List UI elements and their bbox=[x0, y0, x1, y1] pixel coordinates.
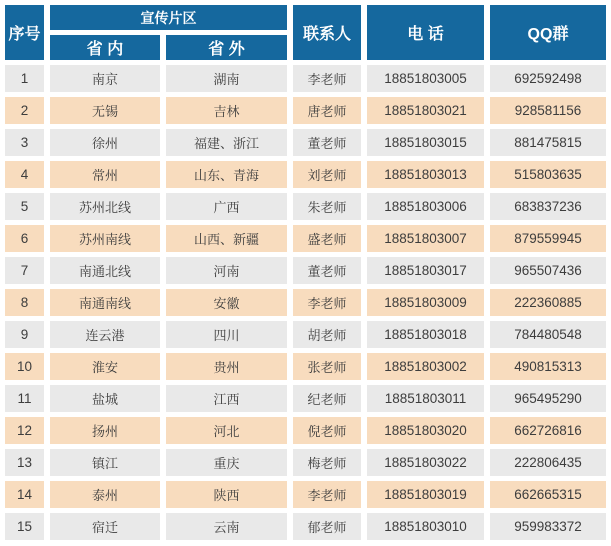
cell-phone: 18851803017 bbox=[367, 257, 484, 284]
contact-table bbox=[5, 5, 606, 541]
cell-in-province: 盐城 bbox=[50, 385, 160, 412]
cell-in-province: 南通南线 bbox=[50, 289, 160, 316]
cell-qq-group: 928581156 bbox=[490, 97, 606, 124]
cell-contact: 董老师 bbox=[293, 257, 361, 284]
cell-out-province: 四川 bbox=[166, 321, 287, 348]
cell-serial-number: 10 bbox=[5, 353, 44, 380]
cell-contact: 倪老师 bbox=[293, 417, 361, 444]
cell-in-province: 连云港 bbox=[50, 321, 160, 348]
cell-in-province: 苏州南线 bbox=[50, 225, 160, 252]
cell-phone: 18851803007 bbox=[367, 225, 484, 252]
cell-phone: 18851803002 bbox=[367, 353, 484, 380]
cell-serial-number: 1 bbox=[5, 65, 44, 92]
cell-out-province: 河北 bbox=[166, 417, 287, 444]
cell-in-province: 扬州 bbox=[50, 417, 160, 444]
cell-out-province: 陕西 bbox=[166, 481, 287, 508]
cell-qq-group: 515803635 bbox=[490, 161, 606, 188]
cell-qq-group: 662665315 bbox=[490, 481, 606, 508]
cell-serial-number: 12 bbox=[5, 417, 44, 444]
cell-qq-group: 879559945 bbox=[490, 225, 606, 252]
cell-qq-group: 965495290 bbox=[490, 385, 606, 412]
cell-contact: 胡老师 bbox=[293, 321, 361, 348]
cell-serial-number: 4 bbox=[5, 161, 44, 188]
cell-in-province: 苏州北线 bbox=[50, 193, 160, 220]
cell-in-province: 淮安 bbox=[50, 353, 160, 380]
cell-out-province: 重庆 bbox=[166, 449, 287, 476]
cell-contact: 张老师 bbox=[293, 353, 361, 380]
header-qq-group: QQ群 bbox=[490, 5, 606, 60]
cell-phone: 18851803009 bbox=[367, 289, 484, 316]
cell-out-province: 广西 bbox=[166, 193, 287, 220]
cell-serial-number: 13 bbox=[5, 449, 44, 476]
header-in-province: 省 内 bbox=[50, 35, 160, 60]
header-promotion-region: 宣传片区 bbox=[50, 5, 287, 30]
cell-phone: 18851803022 bbox=[367, 449, 484, 476]
cell-out-province: 吉林 bbox=[166, 97, 287, 124]
cell-qq-group: 959983372 bbox=[490, 513, 606, 540]
cell-in-province: 泰州 bbox=[50, 481, 160, 508]
cell-phone: 18851803020 bbox=[367, 417, 484, 444]
cell-contact: 朱老师 bbox=[293, 193, 361, 220]
cell-qq-group: 683837236 bbox=[490, 193, 606, 220]
cell-phone: 18851803018 bbox=[367, 321, 484, 348]
cell-contact: 郁老师 bbox=[293, 513, 361, 540]
cell-contact: 盛老师 bbox=[293, 225, 361, 252]
cell-serial-number: 14 bbox=[5, 481, 44, 508]
cell-qq-group: 490815313 bbox=[490, 353, 606, 380]
cell-qq-group: 222360885 bbox=[490, 289, 606, 316]
cell-out-province: 云南 bbox=[166, 513, 287, 540]
cell-in-province: 宿迁 bbox=[50, 513, 160, 540]
cell-contact: 李老师 bbox=[293, 289, 361, 316]
cell-contact: 董老师 bbox=[293, 129, 361, 156]
cell-qq-group: 965507436 bbox=[490, 257, 606, 284]
cell-contact: 纪老师 bbox=[293, 385, 361, 412]
cell-serial-number: 7 bbox=[5, 257, 44, 284]
cell-qq-group: 881475815 bbox=[490, 129, 606, 156]
cell-serial-number: 3 bbox=[5, 129, 44, 156]
cell-serial-number: 2 bbox=[5, 97, 44, 124]
cell-out-province: 安徽 bbox=[166, 289, 287, 316]
cell-phone: 18851803013 bbox=[367, 161, 484, 188]
cell-contact: 梅老师 bbox=[293, 449, 361, 476]
cell-phone: 18851803015 bbox=[367, 129, 484, 156]
header-contact-person: 联系人 bbox=[293, 5, 361, 60]
header-serial-number: 序号 bbox=[5, 5, 44, 60]
cell-contact: 唐老师 bbox=[293, 97, 361, 124]
cell-serial-number: 6 bbox=[5, 225, 44, 252]
cell-in-province: 南通北线 bbox=[50, 257, 160, 284]
cell-phone: 18851803019 bbox=[367, 481, 484, 508]
cell-phone: 18851803021 bbox=[367, 97, 484, 124]
cell-qq-group: 692592498 bbox=[490, 65, 606, 92]
header-phone: 电 话 bbox=[367, 5, 484, 60]
cell-serial-number: 9 bbox=[5, 321, 44, 348]
cell-serial-number: 15 bbox=[5, 513, 44, 540]
cell-contact: 李老师 bbox=[293, 65, 361, 92]
cell-phone: 18851803005 bbox=[367, 65, 484, 92]
cell-out-province: 山东、青海 bbox=[166, 161, 287, 188]
cell-out-province: 山西、新疆 bbox=[166, 225, 287, 252]
cell-qq-group: 662726816 bbox=[490, 417, 606, 444]
cell-out-province: 福建、浙江 bbox=[166, 129, 287, 156]
cell-serial-number: 5 bbox=[5, 193, 44, 220]
cell-phone: 18851803006 bbox=[367, 193, 484, 220]
cell-in-province: 常州 bbox=[50, 161, 160, 188]
cell-in-province: 徐州 bbox=[50, 129, 160, 156]
cell-in-province: 镇江 bbox=[50, 449, 160, 476]
header-out-province: 省 外 bbox=[166, 35, 287, 60]
cell-phone: 18851803010 bbox=[367, 513, 484, 540]
cell-out-province: 贵州 bbox=[166, 353, 287, 380]
cell-qq-group: 222806435 bbox=[490, 449, 606, 476]
cell-qq-group: 784480548 bbox=[490, 321, 606, 348]
cell-out-province: 湖南 bbox=[166, 65, 287, 92]
cell-out-province: 河南 bbox=[166, 257, 287, 284]
cell-in-province: 南京 bbox=[50, 65, 160, 92]
cell-contact: 刘老师 bbox=[293, 161, 361, 188]
cell-serial-number: 8 bbox=[5, 289, 44, 316]
cell-in-province: 无锡 bbox=[50, 97, 160, 124]
cell-phone: 18851803011 bbox=[367, 385, 484, 412]
cell-contact: 李老师 bbox=[293, 481, 361, 508]
cell-out-province: 江西 bbox=[166, 385, 287, 412]
cell-serial-number: 11 bbox=[5, 385, 44, 412]
